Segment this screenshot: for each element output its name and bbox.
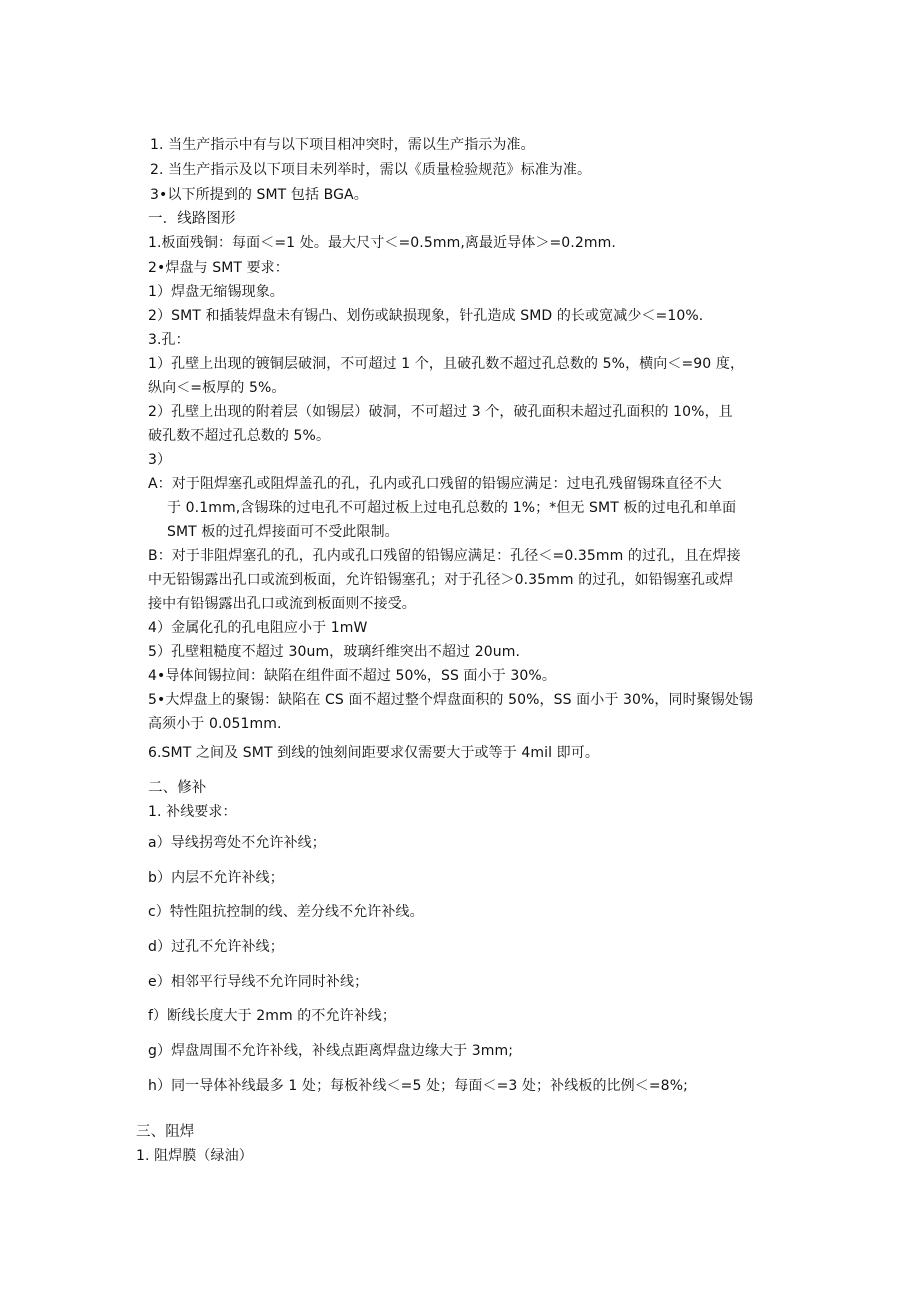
- text-line: SMT 板的过孔焊接面可不受此限制。: [167, 524, 399, 540]
- text-line: B：对于非阻焊塞孔的孔，孔内或孔口残留的铅锡应满足：孔径＜=0.35mm 的过孔，且在焊接: [148, 548, 741, 564]
- list-item: f）断线长度大于 2mm 的不允许补线；: [148, 1008, 397, 1024]
- text-line: 4•导体间锡拉间：缺陷在组件面不超过 50%，SS 面小于 30%。: [148, 668, 556, 684]
- text-line: 2•焊盘与 SMT 要求：: [148, 260, 289, 276]
- list-item: c）特性阻抗控制的线、差分线不允许补线。: [148, 904, 424, 920]
- text-line: 接中有铅锡露出孔口或流到板面则不接受。: [148, 596, 416, 612]
- note-line-2: 2. 当生产指示及以下项目未列举时，需以《质量检验规范》标准为准。: [150, 162, 592, 178]
- text-line: 1）焊盘无缩锡现象。: [148, 284, 284, 300]
- text-line: 5）孔壁粗糙度不超过 30um，玻璃纤维突出不超过 20um.: [148, 644, 521, 660]
- text-line: 1. 阻焊膜（绿油）: [136, 1148, 253, 1164]
- text-line: 于 0.1mm,含锡珠的过电孔不可超过板上过电孔总数的 1%；*但无 SMT 板的过电孔和单面: [167, 500, 737, 516]
- text-line: 高须小于 0.051mm.: [148, 716, 282, 732]
- text-line: 6.SMT 之间及 SMT 到线的蚀刻间距要求仅需要大于或等于 4mil 即可。: [148, 745, 599, 761]
- text-line: 1. 补线要求：: [148, 804, 237, 820]
- note-line-1: 1. 当生产指示中有与以下项目相冲突时，需以生产指示为准。: [150, 137, 535, 153]
- text-line: 2）SMT 和插装焊盘未有锡凸、划伤或缺损现象，针孔造成 SMD 的长或宽减少＜=10%.: [148, 308, 704, 324]
- list-item: a）导线拐弯处不允许补线；: [148, 835, 326, 851]
- text-line: 3.孔：: [148, 332, 190, 348]
- text-line: 3）: [148, 452, 172, 468]
- text-line: A：对于阻焊塞孔或阻焊盖孔的孔，孔内或孔口残留的铅锡应满足：过电孔残留锡珠直径不大: [148, 476, 722, 492]
- section-heading-3: 三、阻焊: [136, 1124, 195, 1140]
- text-line: 破孔数不超过孔总数的 5%。: [148, 428, 331, 444]
- list-item: b）内层不允许补线；: [148, 870, 284, 886]
- text-line: 5•大焊盘上的聚锡：缺陷在 CS 面不超过整个焊盘面积的 50%，SS 面小于 30%，同时聚锡处锡: [148, 692, 754, 708]
- list-item: d）过孔不允许补线；: [148, 939, 284, 955]
- list-item: g）焊盘周围不允许补线，补线点距离焊盘边缘大于 3mm;: [148, 1043, 514, 1059]
- text-line: 中无铅锡露出孔口或流到板面，允许铅锡塞孔；对于孔径＞0.35mm 的过孔，如铅锡塞孔或焊: [148, 572, 734, 588]
- list-item: e）相邻平行导线不允许同时补线；: [148, 974, 369, 990]
- text-line: 1）孔壁上出现的镀铜层破洞，不可超过 1 个，且破孔数不超过孔总数的 5%，横向＜=90 度，: [148, 356, 745, 372]
- section-heading-2: 二、修补: [148, 780, 207, 796]
- text-line: 纵向＜=板厚的 5%。: [148, 380, 286, 396]
- text-line: 2）孔壁上出现的附着层（如锡层）破洞，不可超过 3 个，破孔面积未超过孔面积的 10%，且: [148, 404, 733, 420]
- text-line: 4）金属化孔的孔电阻应小于 1mW: [148, 620, 368, 636]
- text-line: 1.板面残铜：每面＜=1 处。最大尺寸＜=0.5mm,离最近导体＞=0.2mm.: [148, 235, 616, 251]
- note-line-3: 3•以下所提到的 SMT 包括 BGA。: [150, 187, 368, 203]
- section-heading-1: 一．线路图形: [148, 211, 236, 227]
- list-item: h）同一导体补线最多 1 处；每板补线＜=5 处；每面＜=3 处；补线板的比例＜=8%;: [148, 1078, 688, 1094]
